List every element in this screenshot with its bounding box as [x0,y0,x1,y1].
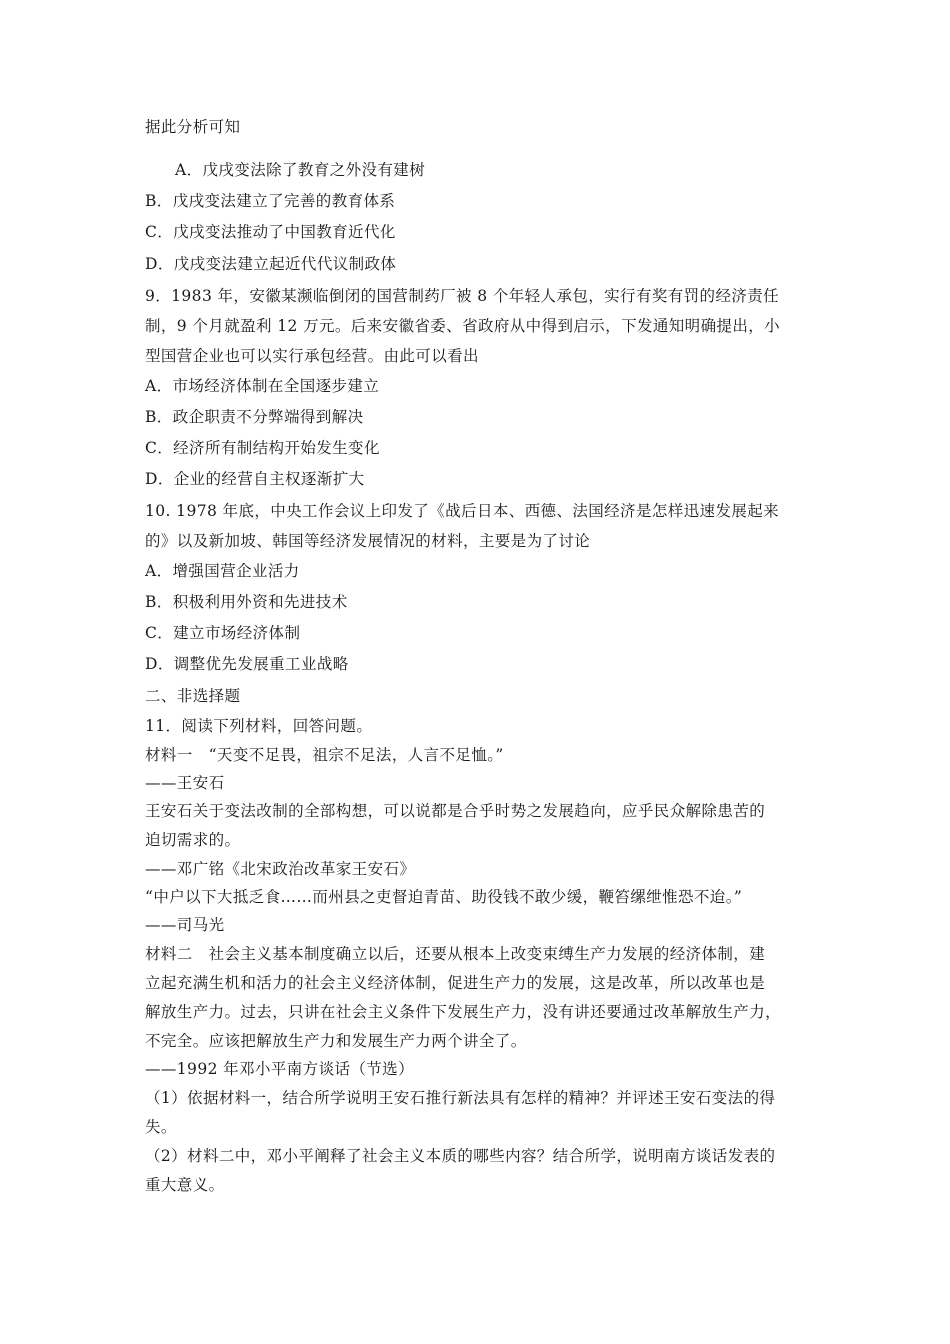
q10-option-d: D．调整优先发展重工业战略 [145,655,349,673]
material-2-source: ——1992 年邓小平南方谈话（节选） [145,1060,414,1078]
q9-stem-line-3: 型国营企业也可以实行承包经营。由此可以看出 [145,347,479,365]
q10-option-c: C．建立市场经济体制 [145,624,301,642]
q9-option-c: C．经济所有制结构开始发生变化 [145,439,380,457]
material-1-source-1: ——王安石 [145,774,225,792]
q8-option-c: C．戊戌变法推动了中国教育近代化 [145,223,396,241]
q9-option-d: D．企业的经营自主权逐渐扩大 [145,470,365,488]
material-1-quote: 材料一 “天变不足畏，祖宗不足法，人言不足恤。” [145,746,504,764]
question-stem-end: 据此分析可知 [145,118,241,136]
q8-option-a: A．戊戌变法除了教育之外没有建树 [175,161,426,179]
material-2-line-2: 立起充满生机和活力的社会主义经济体制，促进生产力的发展，这是改革，所以改革也是 [145,974,766,992]
q10-stem-line-1: 10. 1978 年底，中央工作会议上印发了《战后日本、西德、法国经济是怎样迅速发展起来 [145,502,780,520]
q8-option-d: D．戊戌变法建立起近代代议制政体 [145,255,397,273]
sub-question-1-line-2: 失。 [145,1118,177,1136]
q9-option-b: B．政企职责不分弊端得到解决 [145,408,364,426]
material-1-quote-2: “中户以下大抵乏食……而州县之吏督迫青苗、助役钱不敢少缓，鞭笞缧绁惟恐不迨。” [145,888,743,906]
q10-option-a: A．增强国营企业活力 [145,562,300,580]
section-heading: 二、非选择题 [145,687,241,705]
sub-question-1-line-1: （1）依据材料一，结合所学说明王安石推行新法具有怎样的精神？并评述王安石变法的得 [145,1089,776,1107]
q10-stem-line-2: 的》以及新加坡、韩国等经济发展情况的材料，主要是为了讨论 [145,532,591,550]
material-1-text-line-2: 迫切需求的。 [145,831,241,849]
q11-stem: 11．阅读下列材料，回答问题。 [145,717,373,735]
q8-option-b: B．戊戌变法建立了完善的教育体系 [145,192,396,210]
q9-stem-line-2: 制，9 个月就盈利 12 万元。后来安徽省委、省政府从中得到启示，下发通知明确提出，小 [145,317,781,335]
q10-option-b: B．积极利用外资和先进技术 [145,593,348,611]
sub-question-2-line-1: （2）材料二中，邓小平阐释了社会主义本质的哪些内容？结合所学，说明南方谈话发表的 [145,1147,776,1165]
sub-question-2-line-2: 重大意义。 [145,1176,225,1194]
q9-stem-line-1: 9．1983 年，安徽某濒临倒闭的国营制药厂被 8 个年轻人承包，实行有奖有罚的经济责任 [145,287,780,305]
material-1-text-line-1: 王安石关于变法改制的全部构想，可以说都是合乎时势之发展趋向，应乎民众解除患苦的 [145,802,766,820]
q9-option-a: A．市场经济体制在全国逐步建立 [145,377,380,395]
material-1-source-2: ——邓广铭《北宋政治改革家王安石》 [145,860,416,878]
material-2-line-4: 不完全。应该把解放生产力和发展生产力两个讲全了。 [145,1032,527,1050]
material-1-source-3: ——司马光 [145,916,225,934]
material-2-line-1: 材料二 社会主义基本制度确立以后，还要从根本上改变束缚生产力发展的经济体制，建 [145,945,766,963]
material-2-line-3: 解放生产力。过去，只讲在社会主义条件下发展生产力，没有讲还要通过改革解放生产力， [145,1003,782,1021]
